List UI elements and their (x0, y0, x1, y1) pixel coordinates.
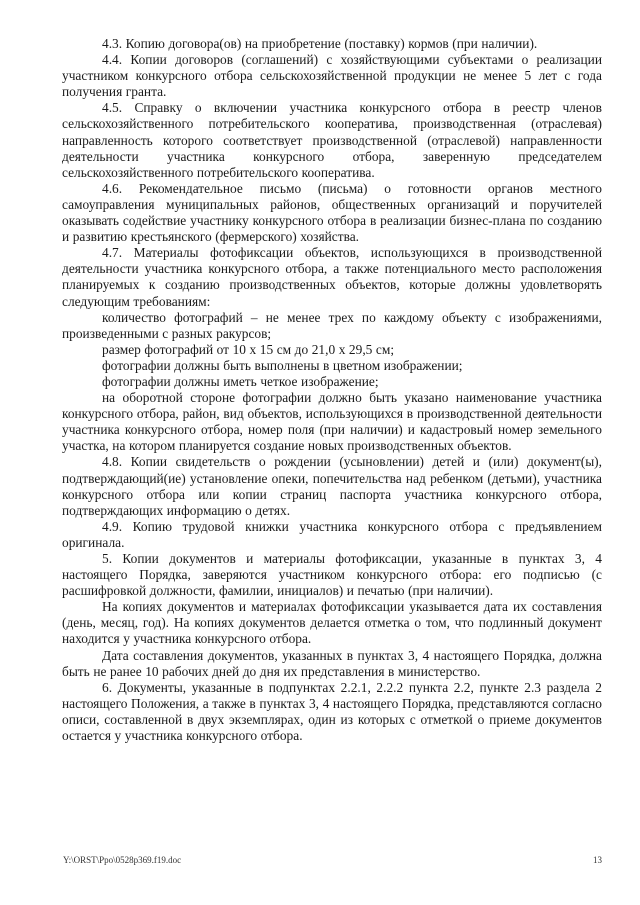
paragraph-4-7: 4.7. Материалы фотофиксации объектов, использующихся в производственной деятельности участника конкурсного отбора, а также потенциального место расположения планируемых к созданию производственных объектов, которые должны удовлетворять следующим требованиям: (62, 245, 602, 309)
paragraph-4-9: 4.9. Копию трудовой книжки участника конкурсного отбора с предъявлением оригинала. (62, 518, 602, 550)
paragraph-4-3: 4.3. Копию договора(ов) на приобретение (поставку) кормов (при наличии). (102, 36, 538, 51)
paragraph-5: 5. Копии документов и материалы фотофиксации, указанные в пунктах 3, 4 настоящего Порядка, заверяются участником конкурсного отбора: его подписью (с расшифровкой должности, фамилии, инициалов) и печатью (при наличии). (62, 551, 602, 599)
paragraph-4-8: 4.8. Копии свидетельств о рождении (усыновлении) детей и (или) документ(ы), подтверждающий(ие) установление опеки, попечительства над ребенком (детьми), участника конкурсного отбора или копии страниц паспорта участника конкурсного отбора, подтверждающих информацию о детях. (62, 454, 602, 518)
requirement-photo-size: размер фотографий от 10 х 15 см до 21,0 х 29,5 см; (102, 341, 395, 357)
paragraph-date-limit: Дата составления документов, указанных в пунктах 3, 4 настоящего Порядка, должна быть не ранее 10 рабочих дней до дня их представления в министерство. (62, 647, 602, 679)
requirement-photo-color: фотографии должны быть выполнены в цветном изображении; (102, 357, 463, 373)
footer-file-path: Y:\ORST\Ppo\0528p369.f19.doc (63, 855, 182, 865)
paragraph-copies-date: На копиях документов и материалах фотофиксации указывается дата их составления (день, месяц, год). На копиях документов делается отметка о том, что подлинный документ находится у участника конкурсного отбора. (62, 599, 602, 647)
paragraph-4-4: 4.4. Копии договоров (соглашений) с хозяйствующими субъектами о реализации участником конкурсного отбора сельскохозяйственной продукции не менее 5 лет с года получения гранта. (62, 52, 602, 100)
requirement-photo-clarity: фотографии должны иметь четкое изображение; (102, 373, 379, 389)
paragraph-6: 6. Документы, указанные в подпунктах 2.2.1, 2.2.2 пункта 2.2, пункте 2.3 раздела 2 настоящего Положения, а также в пунктах 3, 4 настоящего Порядка, представляются согласно описи, составленной в двух экземплярах, один из которых с отметкой о приеме документов остается у участника конкурсного отбора. (62, 679, 602, 744)
requirement-photo-backside: на оборотной стороне фотографии должно быть указано наименование участника конкурсного отбора, район, вид объектов, использующихся в производственной деятельности участника конкурсного отбора, номер поля (при наличии) и кадастровый номер земельного участка, на котором планируется создание новых производственных объектов. (62, 390, 602, 454)
page-number: 13 (593, 855, 602, 865)
requirement-photo-count: количество фотографий – не менее трех по каждому объекту с изображениями, произведенными с разных ракурсов; (62, 309, 602, 341)
document-body (62, 36, 602, 744)
paragraph-4-6: 4.6. Рекомендательное письмо (письма) о готовности органов местного самоуправления муниципальных районов, общественных организаций и поручителей оказывать содействие участнику конкурсного отбора в реализации бизнес-плана по созданию и развитию крестьянского (фермерского) хозяйства. (62, 180, 602, 245)
paragraph-4-5: 4.5. Справку о включении участника конкурсного отбора в реестр членов сельскохозяйственного потребительского кооператива, производственная (отраслевая) направленность которого соответствует производственной (отраслевой) направленности деятельности участника конкурсного отбора, заверенную председателем сельскохозяйственного потребительского кооператива. (62, 100, 602, 180)
